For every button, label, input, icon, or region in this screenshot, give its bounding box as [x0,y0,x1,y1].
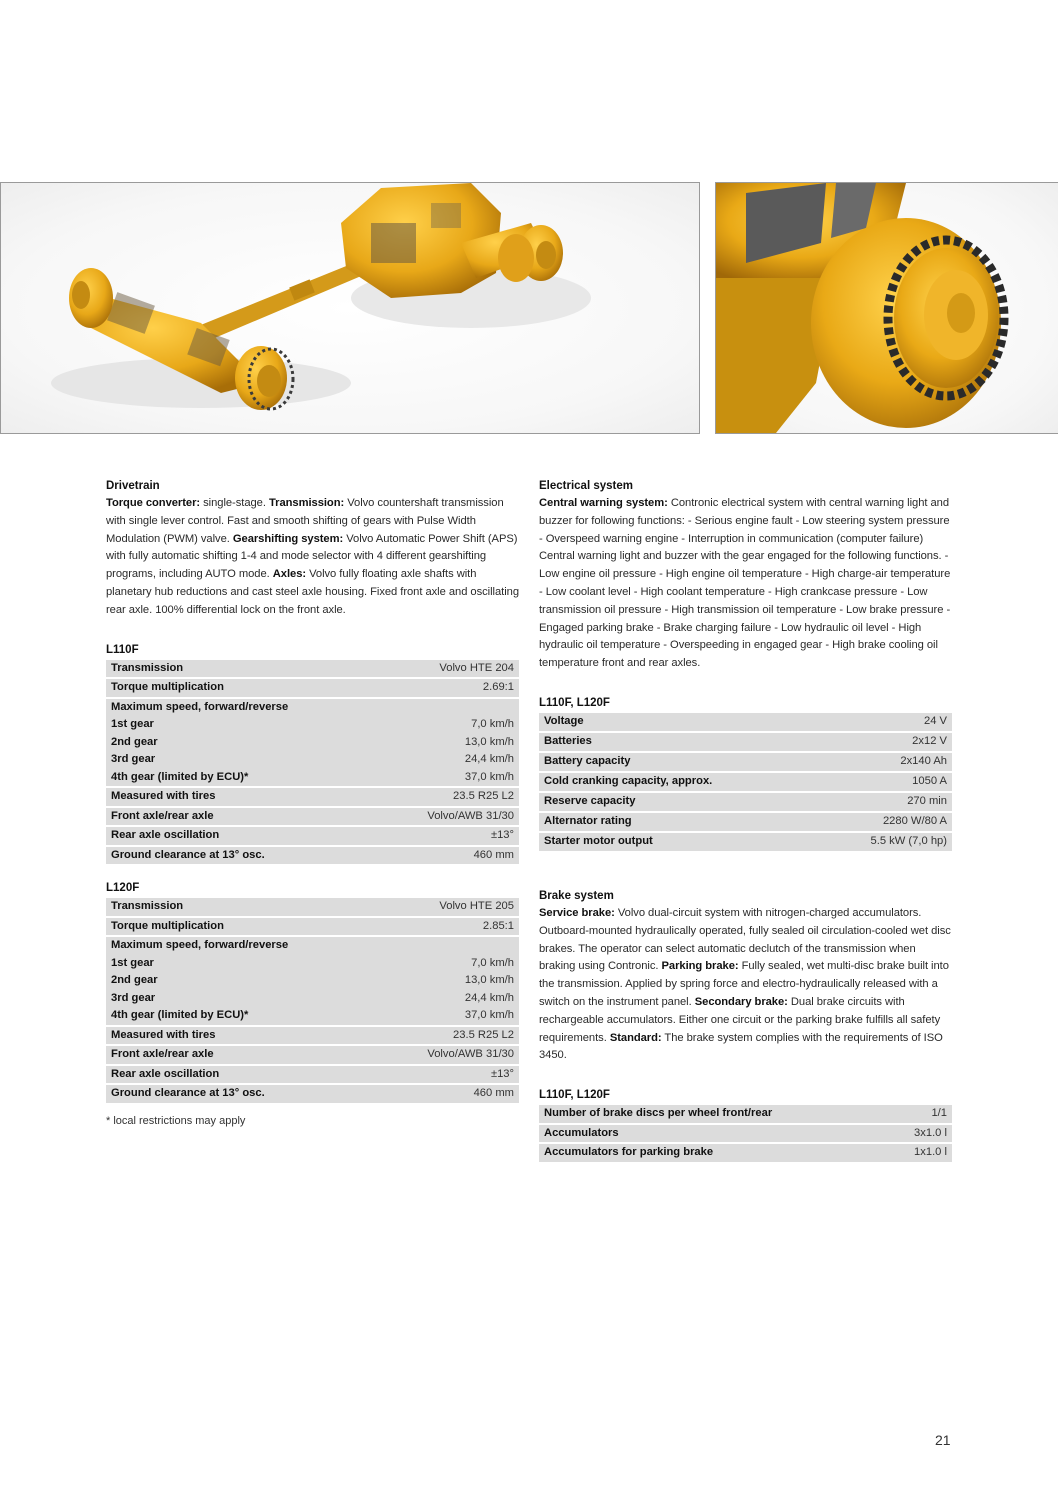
standard-text: The brake system complies with the requirements of ISO 3450. [539,1031,943,1062]
secondary-brake-text: Dual brake circuits with rechargeable accumulators. Either one circuit or the parking brake fulfills all safety requirements. [539,995,941,1044]
brake-description [539,905,952,1065]
table-row: Torque multiplication 2.69:1 [106,679,519,699]
axles-label: Axles: [272,568,307,581]
brake-table-heading: L110F, L120F [539,1089,610,1102]
central-warning-text: Contronic electrical system with central warning light and buzzer for following functions: - Serious engine fault - Low steering system pressure - Overspeed warning engine - Interruption in communication (computer failure) Central warning light and buzzer with the gear engaged for the following functions. - Low engine oil pressure - High engine oil temperature - High charge-air temperature - Low coolant level - High coolant temperature - High crankcase pressure - Low transmission oil pressure - High transmission oil temperature - Low brake pressure - Engaged parking brake - Brake charging failure - Low hydraulic oil level - High hydraulic oil temperature - Overspeeding in engaged gear - High brake cooling oil temperature front and rear axles. [539,497,951,670]
table-row: Transmission Volvo HTE 205 [106,898,519,918]
table-row: Transmission Volvo HTE 204 [106,660,519,680]
table-row: Battery capacity 2x140 Ah [539,753,952,773]
drivetrain-title: Drivetrain [106,480,160,492]
table-row: Number of brake discs per wheel front/rear 1/1 [539,1105,952,1125]
table-row: 1st gear 7,0 km/h [106,955,519,973]
table-row: 2nd gear 13,0 km/h [106,734,519,752]
table-row: Batteries 2x12 V [539,733,952,753]
table-row: Rear axle oscillation ±13° [106,827,519,847]
table-row: Rear axle oscillation ±13° [106,1066,519,1086]
central-warning-label: Central warning system: [539,497,668,509]
l110f-spec-table [106,660,519,867]
right-column [539,477,952,1164]
drivetrain-photo [0,182,700,434]
electrical-spec-table [539,713,952,853]
secondary-brake-label: Secondary brake: [694,995,788,1008]
l120f-heading: L120F [106,882,140,895]
transmission-label: Transmission: [268,497,345,509]
table-row: 4th gear (limited by ECU)* 37,0 km/h [106,769,519,789]
l110f-heading: L110F [106,643,139,656]
table-row: Front axle/rear axle Volvo/AWB 31/30 [106,808,519,828]
drivetrain-description [106,495,519,620]
table-row: Maximum speed, forward/reverse [106,937,519,955]
table-row: Cold cranking capacity, approx. 1050 A [539,773,952,793]
table-row: Ground clearance at 13° osc. 460 mm [106,1085,519,1105]
table-row: Voltage 24 V [539,713,952,733]
torque-converter-label: Torque converter: [106,497,201,509]
page-number: 21 [935,1432,951,1448]
table-row: Maximum speed, forward/reverse [106,699,519,717]
table-row: Torque multiplication 2.85:1 [106,918,519,938]
table-row: Measured with tires 23.5 R25 L2 [106,788,519,808]
standard-label: Standard: [609,1031,662,1044]
parking-brake-label: Parking brake: [661,960,739,973]
table-row: Ground clearance at 13° osc. 460 mm [106,847,519,867]
l120f-spec-table [106,898,519,1105]
axles-text: Volvo fully floating axle shafts with planetary hub reductions and cast steel axle housing. Fixed front axle and oscillating rear axle. 100% differential lock on the front axle. [106,568,519,616]
table-row: 3rd gear 24,4 km/h [106,751,519,769]
parking-brake-text: Fully sealed, wet multi-disc brake built into the transmission. Applied by spring force and electro-hydraulically released with a switch on the instrument panel. [539,960,949,1008]
torque-converter-text: single-stage. [200,497,269,509]
table-row: 4th gear (limited by ECU)* 37,0 km/h [106,1007,519,1027]
table-row: 2nd gear 13,0 km/h [106,972,519,990]
table-row: Alternator rating 2280 W/80 A [539,813,952,833]
table-row: Starter motor output 5.5 kW (7,0 hp) [539,833,952,853]
table-row: Reserve capacity 270 min [539,793,952,813]
table-row: Front axle/rear axle Volvo/AWB 31/30 [106,1046,519,1066]
electrical-title: Electrical system [539,480,633,492]
electrical-table-heading: L110F, L120F [539,696,610,709]
footnote: * local restrictions may apply [106,1114,246,1127]
brake-title: Brake system [539,889,614,902]
service-brake-label: Service brake: [539,906,615,919]
table-row: Accumulators for parking brake 1x1.0 l [539,1144,952,1164]
table-row: Accumulators 3x1.0 l [539,1125,952,1145]
transmission-text: Volvo countershaft transmission with single lever control. Fast and smooth shifting of gears with Pulse Width Modulation (PWM) valve. [106,497,504,545]
table-row: Measured with tires 23.5 R25 L2 [106,1027,519,1047]
table-row: 3rd gear 24,4 km/h [106,990,519,1008]
electrical-description [539,495,952,673]
gearshifting-text: Volvo Automatic Power Shift (APS) with fully automatic shifting 1-4 and mode selector with 4 different gearshifting programs, including AUTO mode. [106,532,518,581]
left-column [106,477,519,1127]
service-brake-text: Volvo dual-circuit system with nitrogen-charged accumulators. Outboard-mounted hydraulically operated, fully sealed oil circulation-cooled wet disc brakes. The operator can select automatic declutch of the transmission when braking using Contronic. [539,906,951,973]
table-row: 1st gear 7,0 km/h [106,716,519,734]
axle-brake-photo [715,182,1058,434]
brake-spec-table [539,1105,952,1164]
gearshifting-label: Gearshifting system: [232,532,344,545]
